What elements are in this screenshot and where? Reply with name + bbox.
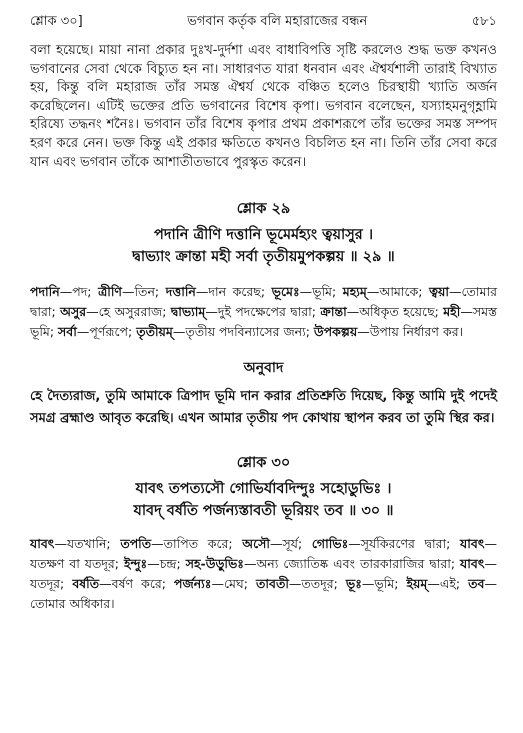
synonym-term: তৃতীয়ম্ bbox=[136, 324, 173, 340]
synonym-term: উপকল্পয় bbox=[313, 324, 358, 340]
verse-29-line-2: দ্বাভ্যাং ক্রান্তা মহী সর্বা তৃতীয়মুপকল্পয় ॥ ২৯ ॥ bbox=[132, 249, 395, 266]
synonym-term: তপতি bbox=[120, 536, 152, 552]
synonym-meaning: —মেঘ; bbox=[211, 576, 256, 592]
synonym-meaning: —তিন; bbox=[121, 284, 166, 300]
synonym-meaning: —বর্ষণ করে; bbox=[99, 576, 175, 592]
synonym-meaning: —দুই পদক্ষেপের দ্বারা; bbox=[205, 304, 321, 320]
synonym-term: ভূমেঃ bbox=[271, 284, 300, 300]
synonym-meaning: —চন্দ্র; bbox=[147, 556, 186, 572]
synonym-meaning: —উপায় নির্ধারণ কর। bbox=[357, 324, 464, 340]
verse-30-line-2: যাবদ্ বর্ষতি পর্জন্যস্তাবতী ভূরিয়ং তব ॥ ৩০ ॥ bbox=[133, 503, 394, 520]
page-number: ৫৮১ bbox=[471, 14, 497, 29]
synonym-meaning: —যতক্ষণ বা যতদূর; bbox=[30, 536, 497, 572]
synonym-term: দ্বাভ্যাম্ bbox=[170, 304, 206, 320]
synonym-meaning: —ততদূর; bbox=[288, 576, 346, 592]
synonym-term: যাবৎ bbox=[460, 536, 485, 552]
purport-paragraph: বলা হয়েছে। মায়া নানা প্রকার দুঃখ-দুর্দশা এবং বাধাবিপত্তি সৃষ্টি করলেও শুদ্ধ ভক্ত কখনও ভগবানের সেবা থেকে বিচ্যুত হন না। সাধারণত যারা ধনবান এবং ঐশ্বর্যশালী তারাই বিখ্যাত হয়, কিন্তু বলি মহারাজ তাঁর সমস্ত ঐশ্বর্য থেকে বঞ্চিত হলেও চিরস্থায়ী খ্যাতি অর্জন করেছিলেন। এটিই ভক্তের প্রতি ভগবানের বিশেষ কৃপা। ভগবান বলেছেন, যস্যাহমনুগৃহ্ণামি হরিষ্যে তদ্ধনং শনৈঃ। ভগবান তাঁর বিশেষ কৃপার প্রথম প্রকাশরূপে তাঁর ভক্তের সমস্ত সম্পদ হরণ করে নেন। ভক্ত কিন্তু এই প্রকার ক্ষতিতে কখনও বিচলিত হন না। তিনি তাঁর সেবা করে যান এবং ভগবান তাঁকে আশাতীতভাবে পুরস্কৃত করেন। bbox=[30, 43, 497, 170]
header-chapter-title: ভগবান কর্তৃক বলি মহারাজের বন্ধন bbox=[187, 14, 368, 29]
synonym-meaning: —তোমার দ্বারা; bbox=[30, 284, 497, 320]
synonym-term: গোভিঃ bbox=[311, 536, 349, 552]
verse-30-heading: শ্লোক ৩০ bbox=[236, 455, 291, 472]
synonym-meaning: —তাপিত করে; bbox=[151, 536, 243, 552]
synonym-meaning: —সমস্ত ভূমি; bbox=[30, 304, 497, 340]
synonym-meaning: —দান করেছ; bbox=[195, 284, 272, 300]
synonym-term: পদানি bbox=[30, 284, 60, 300]
synonym-meaning: —ভূমি; bbox=[299, 284, 343, 300]
synonym-term: সহ-উড়ুভিঃ bbox=[185, 556, 244, 572]
running-header bbox=[30, 10, 497, 34]
synonym-term: বর্ষতি bbox=[72, 576, 100, 592]
synonym-meaning: —হে অসুররাজ; bbox=[86, 304, 171, 320]
synonym-term: ক্রান্তা bbox=[320, 304, 347, 320]
synonym-meaning: —এই; bbox=[427, 576, 469, 592]
synonym-term: তব bbox=[468, 576, 485, 592]
synonym-term: দত্তানি bbox=[165, 284, 196, 300]
synonym-term: মহ্যম্ bbox=[342, 284, 367, 300]
synonym-term: তাবতী bbox=[256, 576, 289, 592]
synonym-meaning: —পূর্ণরূপে; bbox=[76, 324, 137, 340]
book-page bbox=[30, 10, 497, 614]
synonym-term: ত্রীণি bbox=[98, 284, 122, 300]
verse-30-synonyms bbox=[30, 534, 497, 614]
verse-29-line-1: পদানি ত্রীণি দত্তানি ভূমের্মহ্যং ত্বয়াসুর । bbox=[153, 227, 374, 244]
synonym-term: অসুর bbox=[60, 304, 87, 320]
header-verse-ref: শ্লোক ৩০] bbox=[30, 14, 83, 29]
synonym-term: ইন্দুঃ bbox=[123, 556, 148, 572]
synonym-term: পর্জন্যঃ bbox=[174, 576, 212, 592]
verse-30-line-1: যাবৎ তপত্যসৌ গোভির্যাবদিন্দুঃ সহোডুভিঃ । bbox=[135, 481, 392, 498]
synonym-meaning: —যতদূর; bbox=[30, 556, 497, 592]
synonym-term: অসৌ bbox=[242, 536, 270, 552]
synonym-term: মহী bbox=[443, 304, 461, 320]
translation-text: হে দৈত্যরাজ, তুমি আমাকে ত্রিপাদ ভূমি দান করার প্রতিশ্রুতি দিয়েছ, কিন্তু আমি দুই পদেই সমগ্র ব্রহ্মাণ্ড আবৃত করেছি। এখন আমার তৃতীয় পদ কোথায় স্থাপন করব তা তুমি স্থির কর। bbox=[30, 389, 497, 427]
synonym-meaning: —সূর্য; bbox=[269, 536, 312, 552]
synonym-term: যাবৎ bbox=[30, 536, 55, 552]
synonym-meaning: —তোমার অধিকার। bbox=[30, 576, 497, 612]
synonym-term: ইয়ম্ bbox=[406, 576, 428, 592]
synonym-term: সর্বা bbox=[58, 324, 77, 340]
synonym-meaning: —অধিকৃত হয়েছে; bbox=[346, 304, 444, 320]
translation-heading: অনুবাদ bbox=[243, 360, 284, 377]
synonym-term: ত্বয়া bbox=[429, 284, 449, 300]
verse-29-synonyms bbox=[30, 282, 497, 342]
synonym-meaning: —পদ; bbox=[59, 284, 99, 300]
synonym-meaning: —তৃতীয় পদবিন্যাসের জন্য; bbox=[172, 324, 314, 340]
synonym-meaning: —অন্য জ্যোতিষ্ক এবং তারকারাজির দ্বারা; bbox=[243, 556, 461, 572]
synonym-meaning: —আমাকে; bbox=[366, 284, 430, 300]
synonym-term: ভূঃ bbox=[345, 576, 362, 592]
synonym-meaning: —যতখানি; bbox=[54, 536, 121, 552]
synonym-term: যাবৎ bbox=[460, 556, 485, 572]
synonym-meaning: —ভূমি; bbox=[361, 576, 407, 592]
verse-29-heading: শ্লোক ২৯ bbox=[236, 201, 291, 218]
synonym-meaning: —সূর্যকিরণের দ্বারা; bbox=[348, 536, 461, 552]
